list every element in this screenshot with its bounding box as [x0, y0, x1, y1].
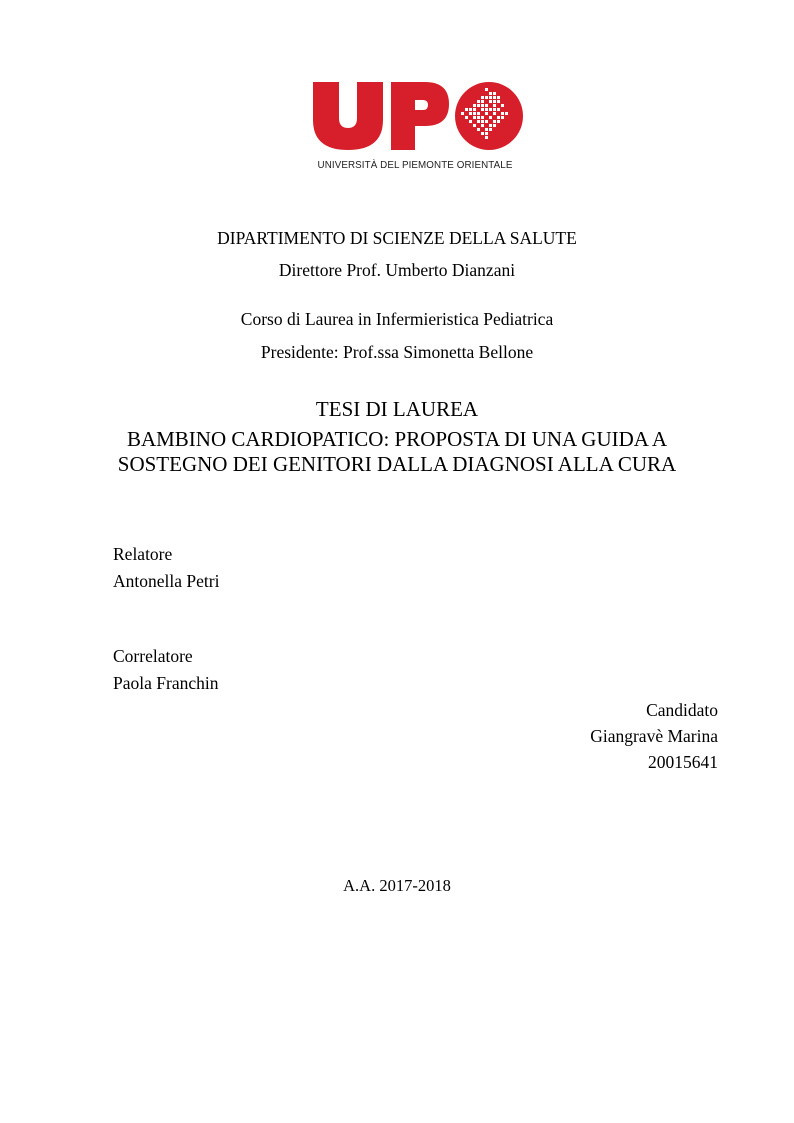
course-president: Presidente: Prof.ssa Simonetta Bellone: [260, 342, 534, 362]
correlatore-label: Correlatore: [113, 646, 193, 666]
university-name: UNIVERSITÀ DEL PIEMONTE ORIENTALE: [317, 160, 513, 171]
department-name: DIPARTIMENTO DI SCIENZE DELLA SALUTE: [217, 228, 577, 248]
correlatore-name: Paola Franchin: [113, 673, 219, 693]
degree-course: Corso di Laurea in Infermieristica Pediatrica: [240, 309, 554, 329]
candidate-label: Candidato: [646, 700, 718, 720]
department-director: Direttore Prof. Umberto Dianzani: [278, 260, 516, 280]
upo-logo-icon: [305, 72, 525, 156]
thesis-title-line-2: SOSTEGNO DEI GENITORI DALLA DIAGNOSI ALLA CURA: [117, 452, 677, 476]
candidate-id: 20015641: [648, 752, 718, 772]
thesis-title-line-1: BAMBINO CARDIOPATICO: PROPOSTA DI UNA GUIDA A: [126, 427, 668, 451]
thesis-label: TESI DI LAUREA: [315, 397, 479, 421]
candidate-name: Giangravè Marina: [590, 726, 718, 746]
relatore-label: Relatore: [113, 544, 173, 564]
academic-year: A.A. 2017-2018: [343, 876, 451, 895]
university-logo: [305, 72, 525, 182]
relatore-name: Antonella Petri: [113, 571, 220, 591]
